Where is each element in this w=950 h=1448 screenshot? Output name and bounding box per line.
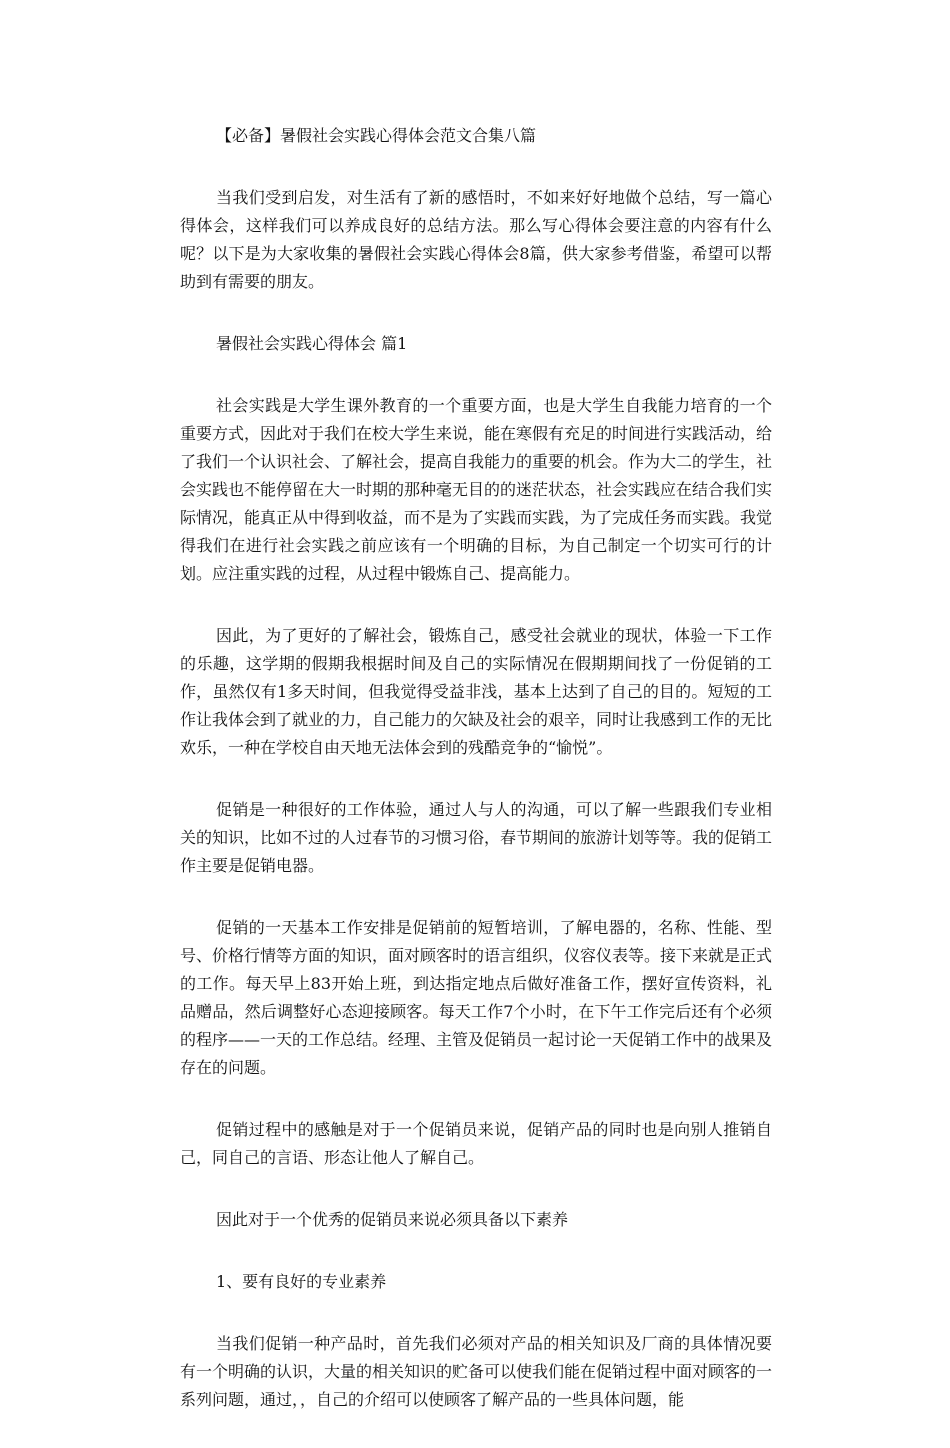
section-heading: 暑假社会实践心得体会 篇1 <box>216 334 408 353</box>
body-paragraph-last: 当我们促销一种产品时，首先我们必须对产品的相关知识及厂商的具体情况要有一个明确的认识，大量的相关知识的贮备可以使我们能在促销过程中面对顾客的一系列问题，通过，，自己的介绍可以使顾客了解产品的一些具体问题，能 <box>180 1334 773 1409</box>
subheading-professional: 1、要有良好的专业素养 <box>216 1272 387 1291</box>
subheading-qualities: 因此对于一个优秀的促销员来说必须具备以下素养 <box>216 1210 569 1229</box>
document-content <box>180 122 772 1448</box>
body-paragraph-5: 促销过程中的感触是对于一个促销员来说，促销产品的同时也是向别人推销自己，同自己的言语、形态让他人了解自己。 <box>180 1120 772 1167</box>
intro-paragraph: 当我们受到启发，对生活有了新的感悟时，不如来好好地做个总结，写一篇心得体会，这样我们可以养成良好的总结方法。那么写心得体会要注意的内容有什么呢？以下是为大家收集的暑假社会实践心得体会8篇，供大家参考借鉴，希望可以帮助到有需要的朋友。 <box>180 188 772 291</box>
body-paragraph-3: 促销是一种很好的工作体验，通过人与人的沟通，可以了解一些跟我们专业相关的知识，比如不过的人过春节的习惯习俗，春节期间的旅游计划等等。我的促销工作主要是促销电器。 <box>180 800 773 875</box>
body-paragraph-2: 因此，为了更好的了解社会，锻炼自己，感受社会就业的现状，体验一下工作的乐趣，这学期的假期我根据时间及自己的实际情况在假期期间找了一份促销的工作，虽然仅有1多天时间，但我觉得受益非浅，基本上达到了自己的目的。短短的工作让我体会到了就业的力，自己能力的欠缺及社会的艰辛，同时让我感到工作的无比欢乐，一种在学校自由天地无法体会到的残酷竞争的“愉悦”。 <box>180 626 773 757</box>
body-paragraph-4: 促销的一天基本工作安排是促销前的短暂培训，了解电器的，名称、性能、型号、价格行情等方面的知识，面对顾客时的语言组织，仪容仪表等。接下来就是正式的工作。每天早上83开始上班，到达指定地点后做好准备工作，摆好宣传资料，礼品赠品，然后调整好心态迎接顾客。每天工作7个小时，在下午工作完后还有个必须的程序——一天的工作总结。经理、主管及促销员一起讨论一天促销工作中的战果及存在的问题。 <box>180 918 773 1077</box>
body-paragraph-1: 社会实践是大学生课外教育的一个重要方面，也是大学生自我能力培育的一个重要方式，因此对于我们在校大学生来说，能在寒假有充足的时间进行实践活动，给了我们一个认识社会、了解社会，提高自我能力的重要的机会。作为大二的学生，社会实践也不能停留在大一时期的那种毫无目的的迷茫状态，社会实践应在结合我们实际情况，能真正从中得到收益，而不是为了实践而实践，为了完成任务而实践。我觉得我们在进行社会实践之前应该有一个明确的目标，为自己制定一个切实可行的计划。应注重实践的过程，从过程中锻炼自己、提高能力。 <box>180 396 773 583</box>
document-title: 【必备】暑假社会实践心得体会范文合集八篇 <box>216 126 537 145</box>
